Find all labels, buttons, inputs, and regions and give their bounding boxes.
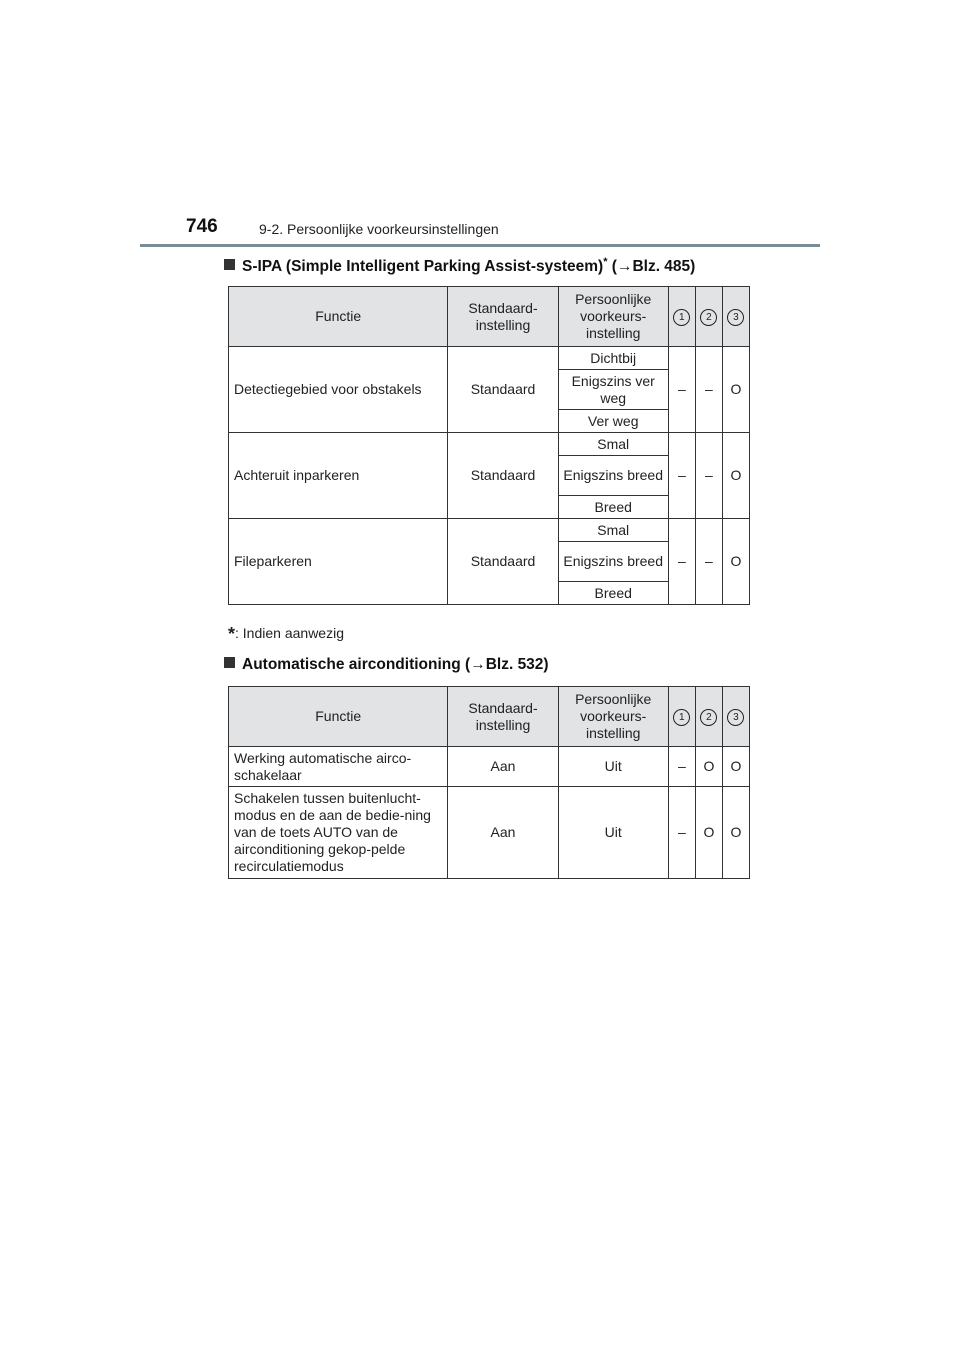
row-option: Ver weg — [558, 410, 668, 433]
header-col-2 — [695, 287, 722, 347]
row-c3: O — [722, 433, 749, 519]
section-title-text: Automatische airconditioning ( — [242, 656, 471, 673]
row-c1: – — [668, 787, 695, 879]
row-c3: O — [722, 519, 749, 605]
row-c1: – — [668, 519, 695, 605]
row-c1: – — [668, 347, 695, 433]
header-col-1 — [668, 287, 695, 347]
sipa-table — [228, 286, 750, 605]
row-c3: O — [722, 787, 749, 879]
row-c2: – — [695, 433, 722, 519]
header-default: Standaard-instelling — [448, 287, 558, 347]
row-c1: – — [668, 747, 695, 787]
row-c2: O — [695, 787, 722, 879]
row-default: Standaard — [448, 433, 558, 519]
circled-1-icon: 1 — [673, 709, 690, 726]
circled-3-icon: 3 — [727, 709, 744, 726]
asterisk-mark: * — [603, 256, 608, 268]
footnote — [228, 624, 344, 645]
row-c1: – — [668, 433, 695, 519]
section-title-text: S-IPA (Simple Intelligent Parking Assist-systeem) — [242, 258, 604, 276]
table-header-row — [229, 687, 750, 747]
header-default: Standaard-instelling — [448, 687, 558, 747]
row-option: Smal — [558, 519, 668, 542]
circled-1-icon: 1 — [673, 309, 690, 326]
row-c3: O — [722, 347, 749, 433]
circled-2-icon: 2 — [700, 309, 717, 326]
section-title-sipa — [224, 256, 695, 276]
header-col-2 — [695, 687, 722, 747]
row-option: Dichtbij — [558, 347, 668, 370]
row-default: Aan — [448, 747, 558, 787]
row-option: Smal — [558, 433, 668, 456]
square-bullet-icon — [224, 259, 235, 270]
header-custom: Persoonlijke voorkeurs-instelling — [558, 287, 668, 347]
ref-open: ( — [607, 258, 617, 276]
footnote-text: : Indien aanwezig — [235, 625, 344, 641]
row-default: Standaard — [448, 347, 558, 433]
footnote-mark: * — [228, 624, 236, 644]
header-function: Functie — [229, 687, 448, 747]
square-bullet-icon — [224, 657, 235, 668]
arrow-right-icon: → — [470, 656, 486, 673]
page-reference: Blz. 485) — [632, 258, 696, 276]
header-col-1 — [668, 687, 695, 747]
row-custom: Uit — [558, 787, 668, 879]
table-row — [229, 347, 750, 370]
header-custom: Persoonlijke voorkeurs-instelling — [558, 687, 668, 747]
row-c3: O — [722, 747, 749, 787]
table-header-row — [229, 287, 750, 347]
section-title-aircon — [224, 656, 549, 674]
row-option: Enigszins breed — [558, 456, 668, 496]
row-c2: O — [695, 747, 722, 787]
row-option: Enigszins breed — [558, 542, 668, 582]
aircon-table — [228, 686, 750, 879]
page-number: 746 — [186, 216, 218, 237]
row-function: Werking automatische airco-schakelaar — [229, 747, 448, 787]
row-option: Breed — [558, 582, 668, 605]
header-col-3 — [722, 287, 749, 347]
row-c2: – — [695, 519, 722, 605]
row-function: Detectiegebied voor obstakels — [229, 347, 448, 433]
row-function: Schakelen tussen buitenlucht-modus en de aan de bedie-ning van de toets AUTO van de airconditioning gekop-pelde recirculatiemodus — [229, 787, 448, 879]
row-c2: – — [695, 347, 722, 433]
table-row — [229, 519, 750, 542]
row-option: Enigszins ver weg — [558, 370, 668, 410]
row-default: Aan — [448, 787, 558, 879]
row-function: Fileparkeren — [229, 519, 448, 605]
row-custom: Uit — [558, 747, 668, 787]
table-row — [229, 747, 750, 787]
table-row — [229, 433, 750, 456]
row-default: Standaard — [448, 519, 558, 605]
page-reference: Blz. 532) — [485, 656, 549, 673]
row-option: Breed — [558, 496, 668, 519]
arrow-right-icon: → — [616, 258, 633, 276]
row-function: Achteruit inparkeren — [229, 433, 448, 519]
circled-3-icon: 3 — [727, 309, 744, 326]
circled-2-icon: 2 — [700, 709, 717, 726]
header-col-3 — [722, 687, 749, 747]
chapter-title: 9-2. Persoonlijke voorkeursinstellingen — [259, 221, 499, 237]
header-rule — [140, 244, 820, 247]
header-function: Functie — [229, 287, 448, 347]
table-row — [229, 787, 750, 879]
